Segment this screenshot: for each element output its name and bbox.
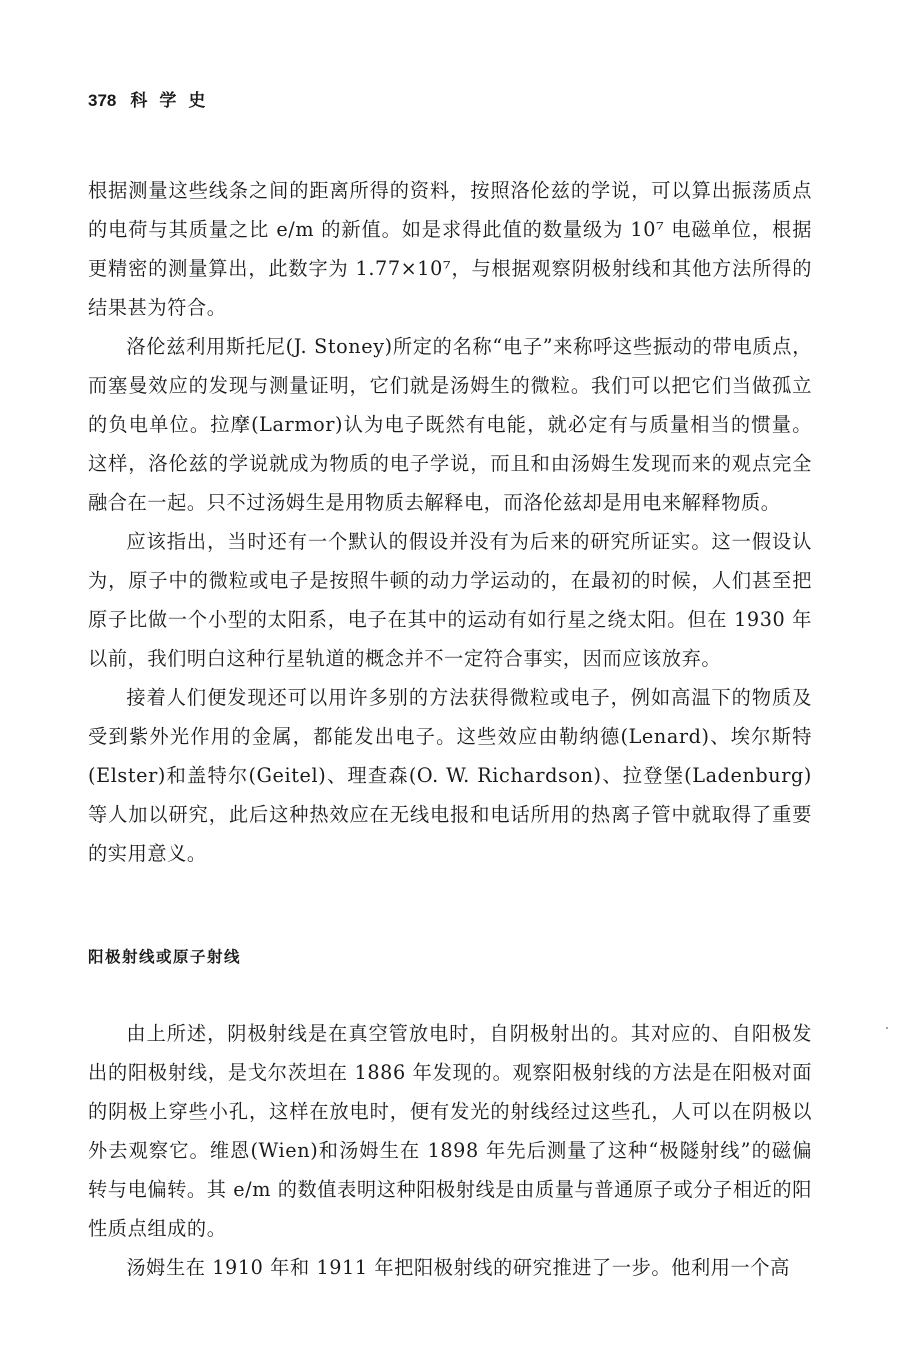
- book-title: 科学史: [130, 91, 218, 111]
- paragraph: 汤姆生在 1910 年和 1911 年把阳极射线的研究推进了一步。他利用一个高: [126, 1256, 790, 1279]
- body-text: [88, 171, 812, 873]
- paragraph: 洛伦兹利用斯托尼(J. Stoney)所定的名称“电子”来称呼这些振动的带电质点，而塞曼效应的发现与测量证明，它们就是汤姆生的微粒。我们可以把它们当做孤立的负电单位。拉摩(Larmor)认为电子既然有电能，就必定有与质量相当的惯量。这样，洛伦兹的学说就成为物质的电子学说，而且和由汤姆生发现而来的观点完全融合在一起。只不过汤姆生是用物质去解释电，而洛伦兹却是用电来解释物质。: [88, 335, 812, 514]
- paragraph: 应该指出，当时还有一个默认的假设并没有为后来的研究所证实。这一假设认为，原子中的微粒或电子是按照牛顿的动力学运动的，在最初的时候，人们甚至把原子比做一个小型的太阳系，电子在其中的运动有如行星之绕太阳。但在 1930 年以前，我们明白这种行星轨道的概念并不一定符合事实，因而应该放弃。: [88, 530, 812, 670]
- paragraph: 由上所述，阴极射线是在真空管放电时，自阴极射出的。其对应的、自阳极发出的阳极射线，是戈尔茨坦在 1886 年发现的。观察阳极射线的方法是在阳极对面的阴极上穿些小孔，这样在放电时，便有发光的射线经过这些孔，人可以在阴极以外去观察它。维恩(Wien)和汤姆生在 1898 年先后测量了这种“极隧射线”的磁偏转与电偏转。其 e/m 的数值表明这种阳极射线是由质量与普通原子或分子相近的阳性质点组成的。: [88, 1022, 812, 1240]
- running-head: [88, 86, 217, 111]
- section-heading: 阳极射线或原子射线: [88, 948, 242, 966]
- paragraph: 接着人们便发现还可以用许多别的方法获得微粒或电子，例如高温下的物质及受到紫外光作用的金属，都能发出电子。这些效应由勒纳德(Lenard)、埃尔斯特(Elster)和盖特尔(Geitel)、理查森(O. W. Richardson)、拉登堡(Ladenburg)等人加以研究，此后这种热效应在无线电报和电话所用的热离子管中就取得了重要的实用意义。: [88, 686, 812, 865]
- print-speck: [886, 1027, 888, 1029]
- page-number: 378: [88, 91, 117, 110]
- section-body-text: [88, 1014, 812, 1287]
- paragraph-continued: 根据测量这些线条之间的距离所得的资料，按照洛伦兹的学说，可以算出振荡质点的电荷与其质量之比 e/m 的新值。如是求得此值的数量级为 10⁷ 电磁单位，根据更精密的测量算出，此数字为 1.77×10⁷，与根据观察阴极射线和其他方法所得的结果甚为符合。: [88, 179, 812, 319]
